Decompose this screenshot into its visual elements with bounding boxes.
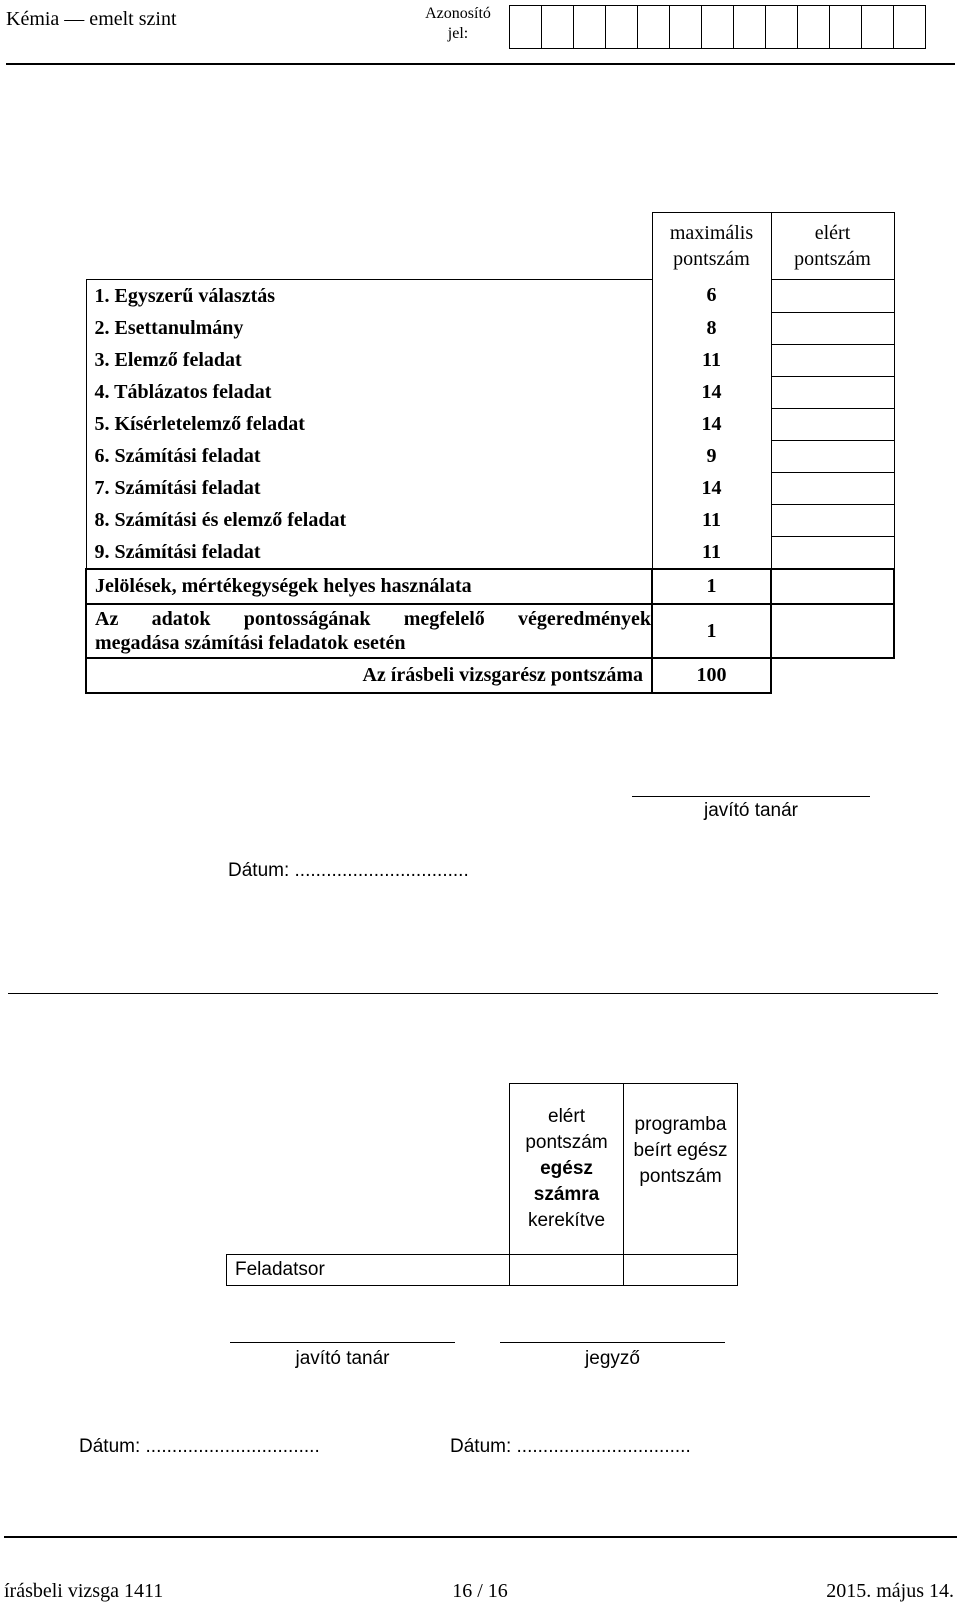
id-box[interactable]: [637, 5, 670, 49]
task-name: 5. Kísérletelemző feladat: [86, 408, 652, 440]
task-achieved-input[interactable]: [771, 472, 894, 504]
notary-signature-line[interactable]: [500, 1342, 725, 1343]
task-achieved-input[interactable]: [771, 504, 894, 536]
task-achieved-input[interactable]: [771, 280, 894, 313]
id-box[interactable]: [765, 5, 798, 49]
score-table-header: [86, 213, 894, 280]
task-name: 7. Számítási feladat: [86, 472, 652, 504]
task-achieved-input[interactable]: [771, 440, 894, 472]
final-score-table: [226, 1083, 738, 1286]
id-label-line1: Azonosító: [425, 5, 491, 22]
task-name: 4. Táblázatos feladat: [86, 376, 652, 408]
id-box[interactable]: [605, 5, 638, 49]
task-name: 9. Számítási feladat: [86, 536, 652, 569]
footer-rule: [4, 1536, 957, 1538]
footer-exam-code: írásbeli vizsga 1411: [4, 1580, 164, 1602]
task-max: 11: [652, 344, 771, 376]
notation-achieved-input[interactable]: [771, 569, 894, 604]
grader-date-field[interactable]: Dátum: .................................: [79, 1436, 320, 1457]
task-max: 9: [652, 440, 771, 472]
task-max: 14: [652, 408, 771, 440]
total-max: 100: [652, 658, 771, 693]
id-box[interactable]: [509, 5, 542, 49]
total-label: Az írásbeli vizsgarész pontszáma: [86, 658, 652, 693]
task-max: 8: [652, 312, 771, 344]
task-row: [86, 344, 894, 376]
signature-line[interactable]: [632, 796, 870, 797]
task-row: [86, 472, 894, 504]
task-name: 2. Esettanulmány: [86, 312, 652, 344]
id-boxes: [510, 5, 926, 49]
task-row: [86, 312, 894, 344]
task-max: 14: [652, 376, 771, 408]
entered-score-input[interactable]: [624, 1255, 738, 1286]
id-box[interactable]: [541, 5, 574, 49]
id-box[interactable]: [733, 5, 766, 49]
notary-date-field[interactable]: Dátum: .................................: [450, 1436, 691, 1457]
id-box[interactable]: [893, 5, 926, 49]
task-row: [86, 280, 894, 313]
notation-row: [86, 569, 894, 604]
date-field[interactable]: Dátum: .................................: [228, 860, 469, 881]
notation-task: Jelölések, mértékegységek helyes használata: [86, 569, 652, 604]
task-max: 11: [652, 504, 771, 536]
precision-max: 1: [652, 604, 771, 658]
id-box[interactable]: [701, 5, 734, 49]
task-row: [86, 536, 894, 569]
notary-label: jegyző: [585, 1348, 640, 1369]
task-row: [86, 408, 894, 440]
footer-date: 2015. május 14.: [826, 1580, 954, 1602]
id-box[interactable]: [669, 5, 702, 49]
grader-label: javító tanár: [704, 800, 798, 821]
grader-label-2: javító tanár: [295, 1348, 390, 1369]
total-achieved-input[interactable]: [771, 658, 894, 693]
task-achieved-input[interactable]: [771, 408, 894, 440]
task-name: 8. Számítási és elemző feladat: [86, 504, 652, 536]
rounded-score-input[interactable]: [510, 1255, 624, 1286]
task-achieved-input[interactable]: [771, 312, 894, 344]
feladatsor-label: Feladatsor: [227, 1255, 510, 1286]
page-header-title: Kémia — emelt szint: [6, 8, 177, 30]
header-max-points: maximális pontszám: [652, 213, 771, 280]
task-achieved-input[interactable]: [771, 376, 894, 408]
precision-task: Az adatok pontosságának megfelelő végeredmények megadása számítási feladatok esetén: [86, 604, 652, 658]
feladatsor-row: [227, 1255, 738, 1286]
task-name: 6. Számítási feladat: [86, 440, 652, 472]
id-box[interactable]: [861, 5, 894, 49]
id-label: [420, 4, 496, 44]
grader-signature-line[interactable]: [230, 1342, 455, 1343]
task-row: [86, 440, 894, 472]
entered-score-header: programba beírt egész pontszám: [624, 1084, 738, 1255]
task-max: 11: [652, 536, 771, 569]
id-box[interactable]: [573, 5, 606, 49]
footer-page-number: 16 / 16: [452, 1580, 508, 1602]
id-box[interactable]: [797, 5, 830, 49]
id-box[interactable]: [829, 5, 862, 49]
task-name: 3. Elemző feladat: [86, 344, 652, 376]
score-table: [85, 212, 895, 694]
task-max: 14: [652, 472, 771, 504]
task-row: [86, 376, 894, 408]
precision-achieved-input[interactable]: [771, 604, 894, 658]
notation-max: 1: [652, 569, 771, 604]
task-achieved-input[interactable]: [771, 344, 894, 376]
task-max: 6: [652, 280, 771, 313]
id-label-line2: jel:: [447, 25, 469, 42]
header-rule: [6, 63, 955, 65]
task-name: 1. Egyszerű választás: [86, 280, 652, 313]
task-row: [86, 504, 894, 536]
rounded-score-header: elért pontszám egész számra kerekítve: [510, 1084, 624, 1255]
precision-row: [86, 604, 894, 658]
total-row: [86, 658, 894, 693]
task-achieved-input[interactable]: [771, 536, 894, 569]
section-divider: [8, 993, 938, 994]
header-achieved-points: elért pontszám: [771, 213, 894, 280]
